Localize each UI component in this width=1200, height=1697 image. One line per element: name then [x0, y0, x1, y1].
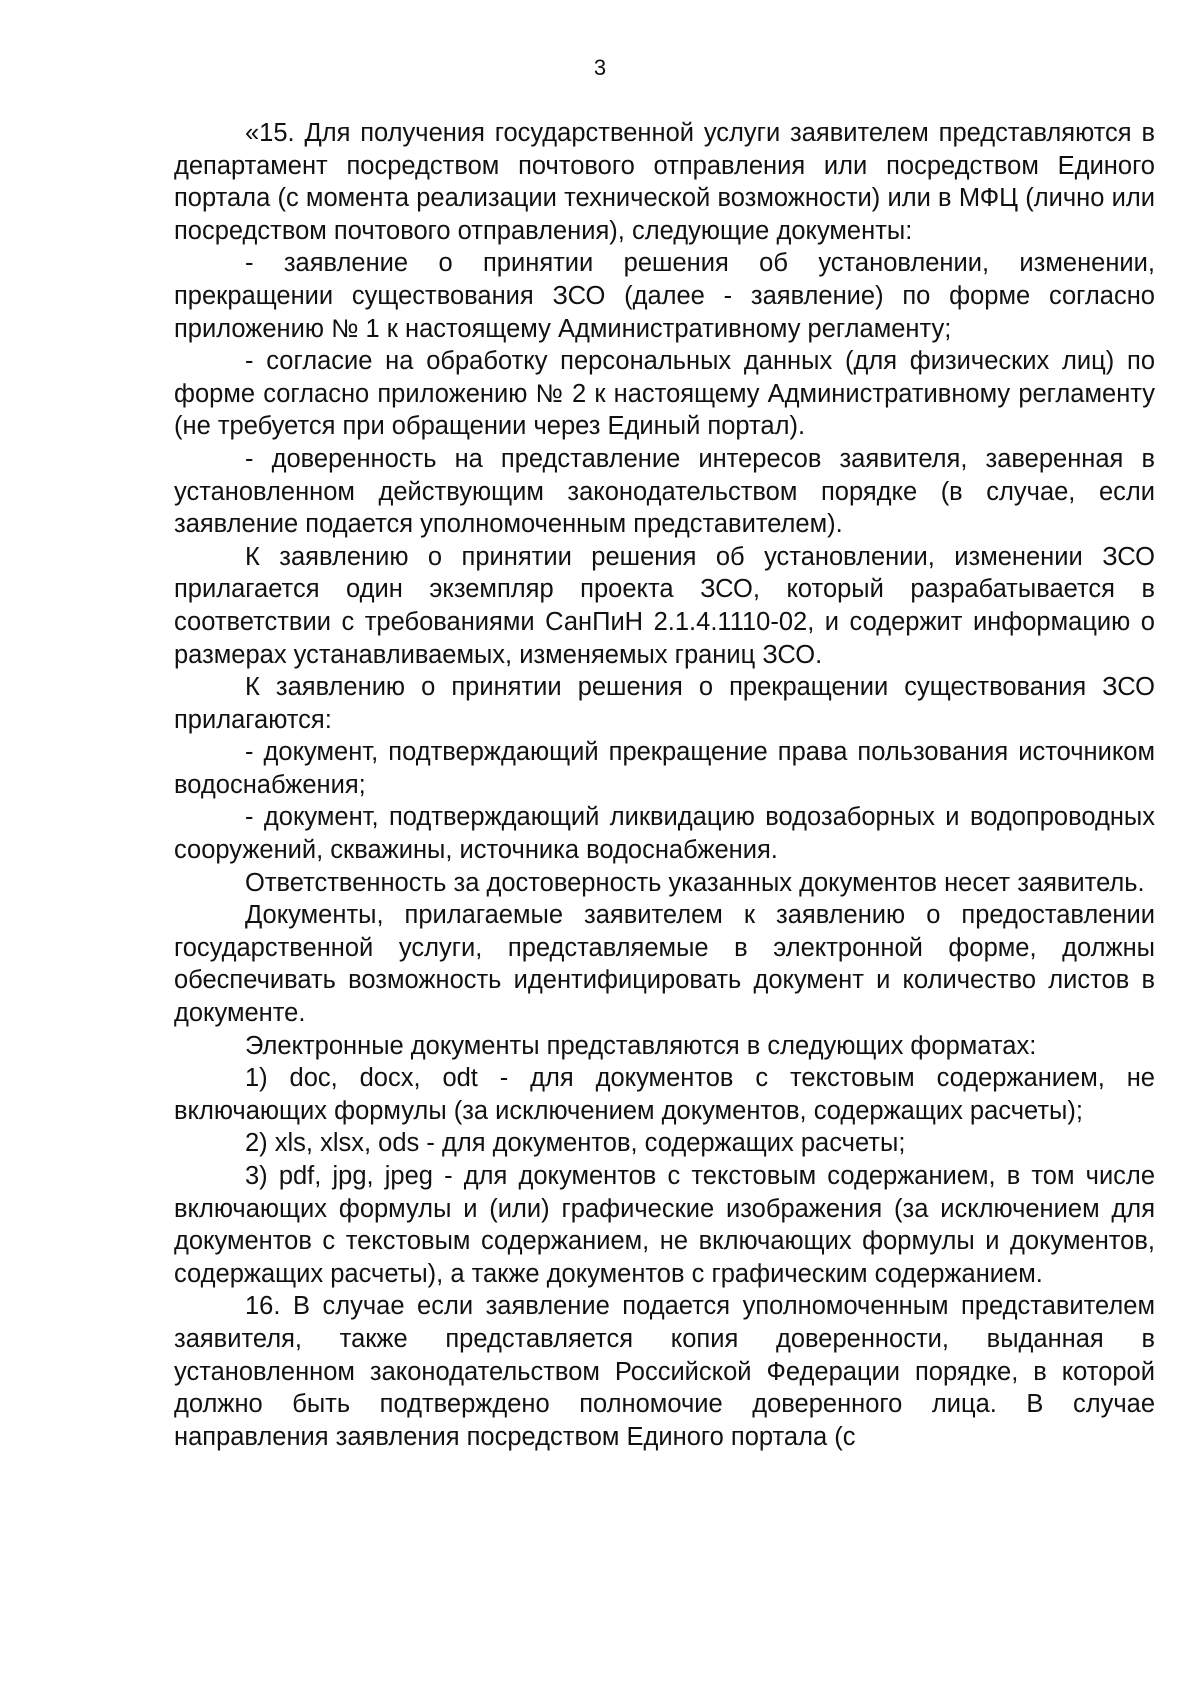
paragraph-format-text-docs: 1) doc, docx, odt - для документов с текстовым содержанием, не включающих формулы (за исключением документов, содержащих расчеты); [174, 1064, 1155, 1125]
paragraph-personal-data-consent: - согласие на обработку персональных данных (для физических лиц) по форме согласно приложению № 2 к настоящему Административному регламенту (не требуется при обращении через Единый портал). [174, 347, 1155, 441]
paragraph-termination-attachments: К заявлению о принятии решения о прекращении существования ЗСО прилагаются: [174, 673, 1155, 734]
paragraph-item-15-intro: «15. Для получения государственной услуги заявителем представляются в департамент посредством почтового отправления или посредством Единого портала (с момента реализации технической возможности) или в МФЦ (лично или посредством почтового отправления), следующие документы: [174, 119, 1155, 245]
paragraph-right-termination-document: - документ, подтверждающий прекращение права пользования источником водоснабжения; [174, 738, 1155, 799]
paragraph-responsibility: Ответственность за достоверность указанных документов несет заявитель. [245, 868, 1145, 897]
paragraph-liquidation-document: - документ, подтверждающий ликвидацию водозаборных и водопроводных сооружений, скважины, источника водоснабжения. [174, 803, 1155, 865]
document-body [174, 117, 1155, 1453]
paragraph-electronic-formats: Электронные документы представляются в следующих форматах: [245, 1031, 1037, 1060]
paragraph-format-spreadsheets: 2) xls, xlsx, ods - для документов, содержащих расчеты; [245, 1129, 906, 1158]
paragraph-application-form: - заявление о принятии решения об установлении, изменении, прекращении существования ЗСО (далее - заявление) по форме согласно приложению № 1 к настоящему Административному регламенту; [174, 249, 1155, 343]
paragraph-item-16: 16. В случае если заявление подается уполномоченным представителем заявителя, также представляется копия доверенности, выданная в установленном законодательством Российской Федерации порядке, в которой должно быть подтверждено полномочие доверенного лица. В случае направления заявления посредством Единого портала (с [174, 1292, 1155, 1451]
paragraph-electronic-requirements: Документы, прилагаемые заявителем к заявлению о предоставлении государственной услуги, представляемые в электронной форме, должны обеспечивать возможность идентифицировать документ и количество листов в документе. [174, 901, 1155, 1028]
paragraph-format-pdf-images: 3) pdf, jpg, jpeg - для документов с текстовым содержанием, в том числе включающих формулы и (или) графические изображения (за исключением для документов с текстовым содержанием, не включающих формулы и документов, содержащих расчеты), а также документов с графическим содержанием. [174, 1162, 1155, 1288]
paragraph-power-of-attorney: - доверенность на представление интересов заявителя, заверенная в установленном действующим законодательством порядке (в случае, если заявление подается уполномоченным представителем). [174, 444, 1155, 539]
paragraph-zso-project: К заявлению о принятии решения об установлении, изменении ЗСО прилагается один экземпляр проекта ЗСО, который разрабатывается в соответствии с требованиями СанПиН 2.1.4.1110-02, и содержит информацию о размерах устанавливаемых, изменяемых границ ЗСО. [174, 542, 1155, 669]
page-number: 3 [593, 55, 607, 80]
